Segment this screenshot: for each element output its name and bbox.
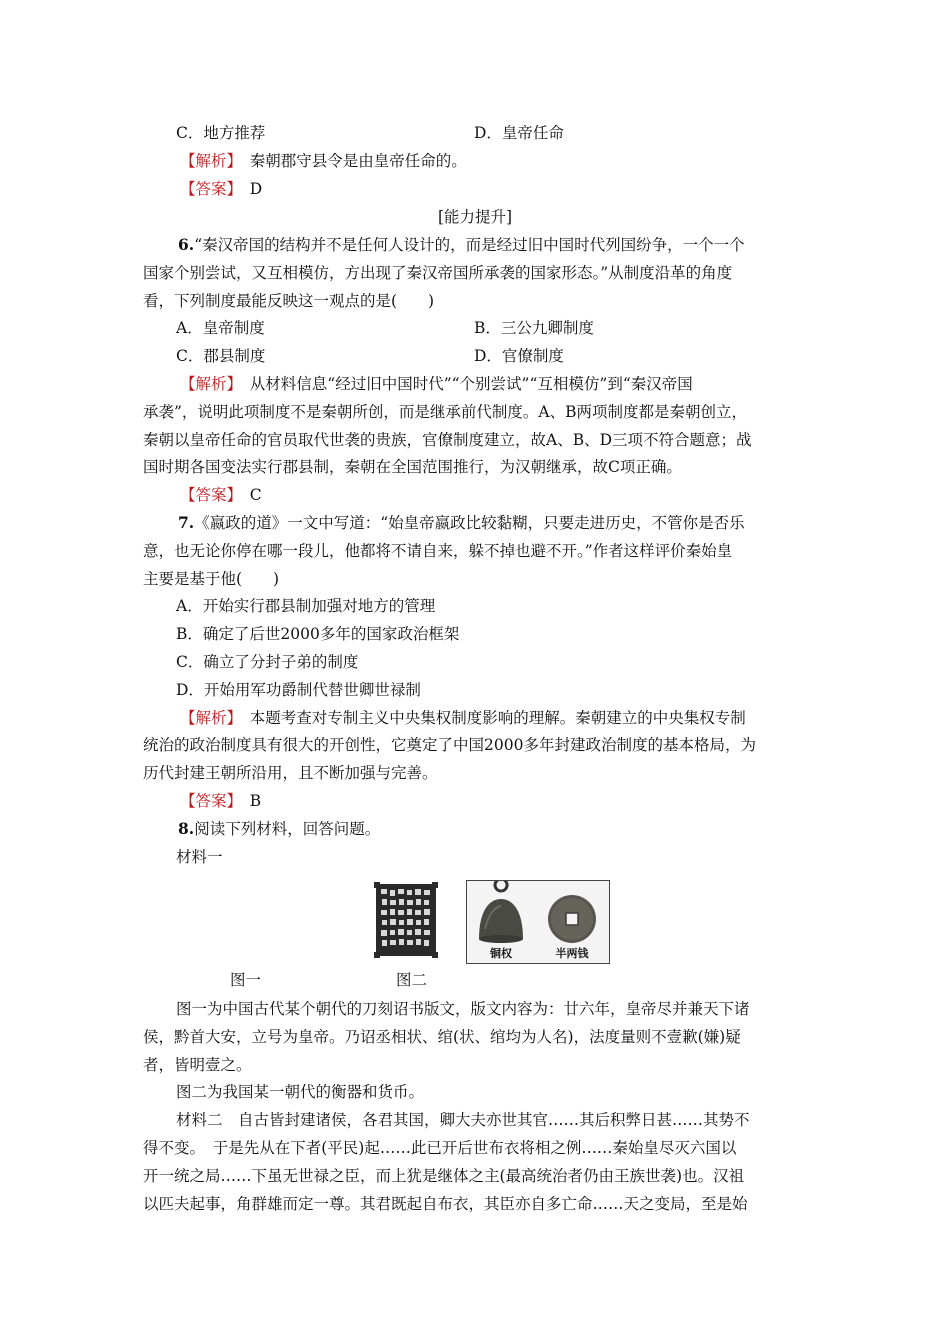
q5-option-c: C．地方推荐	[176, 124, 266, 142]
q7-line-3: 主要是基于他( )	[143, 570, 280, 588]
q5-answer: 【答案】 D	[180, 180, 263, 198]
q8-intro: 8.阅读下列材料，回答问题。	[178, 819, 381, 838]
material-2-line-1: 材料二 自古皆封建诸侯，各君其国，卿大夫亦世其官……其后积弊日甚……其势不	[176, 1111, 750, 1129]
q6-line-3: 看，下列制度最能反映这一观点的是( )	[143, 292, 435, 310]
fig1-desc-line-1: 图一为中国古代某个朝代的刀刻诏书版文，版文内容为：廿六年，皇帝尽并兼天下诸	[176, 1000, 750, 1018]
q6-line-2: 国家个别尝试，又互相模仿，方出现了秦汉帝国所承袭的国家形态。”从制度沿革的角度	[143, 264, 733, 282]
q7-option-c: C．确立了分封子弟的制度	[176, 653, 359, 671]
q6-option-c: C．郡县制度	[176, 347, 266, 365]
q7-analysis-line-1: 【解析】 本题考查对专制主义中央集权制度影响的理解。秦朝建立的中央集权专制	[180, 709, 746, 727]
fig1-caption: 图一	[230, 971, 262, 989]
q6-option-b: B．三公九卿制度	[474, 319, 594, 337]
section-title: [能力提升]	[437, 208, 513, 226]
material-2-line-4: 以匹夫起事，角群雄而定一尊。其君既起自布衣，其臣亦自多亡命……天之变局，至是始	[143, 1195, 748, 1213]
q7-option-a: A．开始实行郡县制加强对地方的管理	[176, 597, 436, 615]
q5-option-d: D．皇帝任命	[474, 124, 564, 142]
q8-material-1-label: 材料一	[176, 848, 223, 866]
fig1-desc-line-3: 者，皆明壹之。	[143, 1056, 252, 1074]
q6-analysis-line-2: 承袭”，说明此项制度不是秦朝所创，而是继承前代制度。A、B两项制度都是秦朝创立，	[143, 403, 748, 421]
fig2-label-coin: 半两钱	[555, 947, 589, 960]
material-2-line-2: 得不变。 于是先从在下者(平民)起……此已开后世布衣将相之例……秦始皇尽灭六国以	[143, 1139, 737, 1157]
fig2-caption: 图二	[396, 971, 428, 989]
q6-answer: 【答案】 C	[180, 486, 262, 504]
fig2-desc: 图二为我国某一朝代的衡器和货币。	[176, 1083, 425, 1101]
q7-option-d: D．开始用军功爵制代替世卿世禄制	[176, 681, 421, 699]
q7-analysis-line-3: 历代封建王朝所沿用，且不断加强与完善。	[143, 764, 438, 782]
q6-analysis-line-1: 【解析】 从材料信息“经过旧中国时代”“个别尝试”“互相模仿”到“秦汉帝国	[180, 375, 693, 393]
q6-analysis-line-4: 国时期各国变法实行郡县制，秦朝在全国范围推行，为汉朝继承，故C项正确。	[143, 458, 682, 476]
q7-line-1: 7.《嬴政的道》一文中写道：“始皇帝嬴政比较黏糊，只要走进历史，不管你是否乐	[178, 513, 745, 532]
edict-tablet-image	[374, 882, 438, 958]
fig1-desc-line-2: 侯，黔首大安，立号为皇帝。乃诏丞相状、绾(状、绾均为人名)，法度量则不壹歉(嫌)疑	[143, 1028, 741, 1046]
q6-option-d: D．官僚制度	[474, 347, 564, 365]
q6-analysis-line-3: 秦朝以皇帝任命的官员取代世袭的贵族，官僚制度建立，故A、B、D三项不符合题意；战	[143, 431, 752, 449]
q5-analysis: 【解析】 秦朝郡守县令是由皇帝任命的。	[180, 152, 467, 170]
q7-option-b: B．确定了后世2000多年的国家政治框架	[176, 625, 460, 643]
weight-and-coin-image	[466, 880, 610, 964]
q6-option-a: A．皇帝制度	[176, 319, 265, 337]
q7-answer: 【答案】 B	[180, 792, 262, 810]
q7-line-2: 意，也无论你停在哪一段儿，他都将不请自来，躲不掉也避不开。”作者这样评价秦始皇	[143, 542, 733, 560]
fig2-label-weight: 铜权	[490, 947, 512, 960]
material-2-line-3: 开一统之局……下虽无世禄之臣，而上犹是继体之主(最高统治者仍由王族世袭)也。汉祖	[143, 1167, 745, 1185]
q6-line-1: 6.“秦汉帝国的结构并不是任何人设计的，而是经过旧中国时代列国纷争，一个一个	[178, 235, 745, 254]
q7-analysis-line-2: 统治的政治制度具有很大的开创性，它奠定了中国2000多年封建政治制度的基本格局，为	[143, 736, 756, 754]
